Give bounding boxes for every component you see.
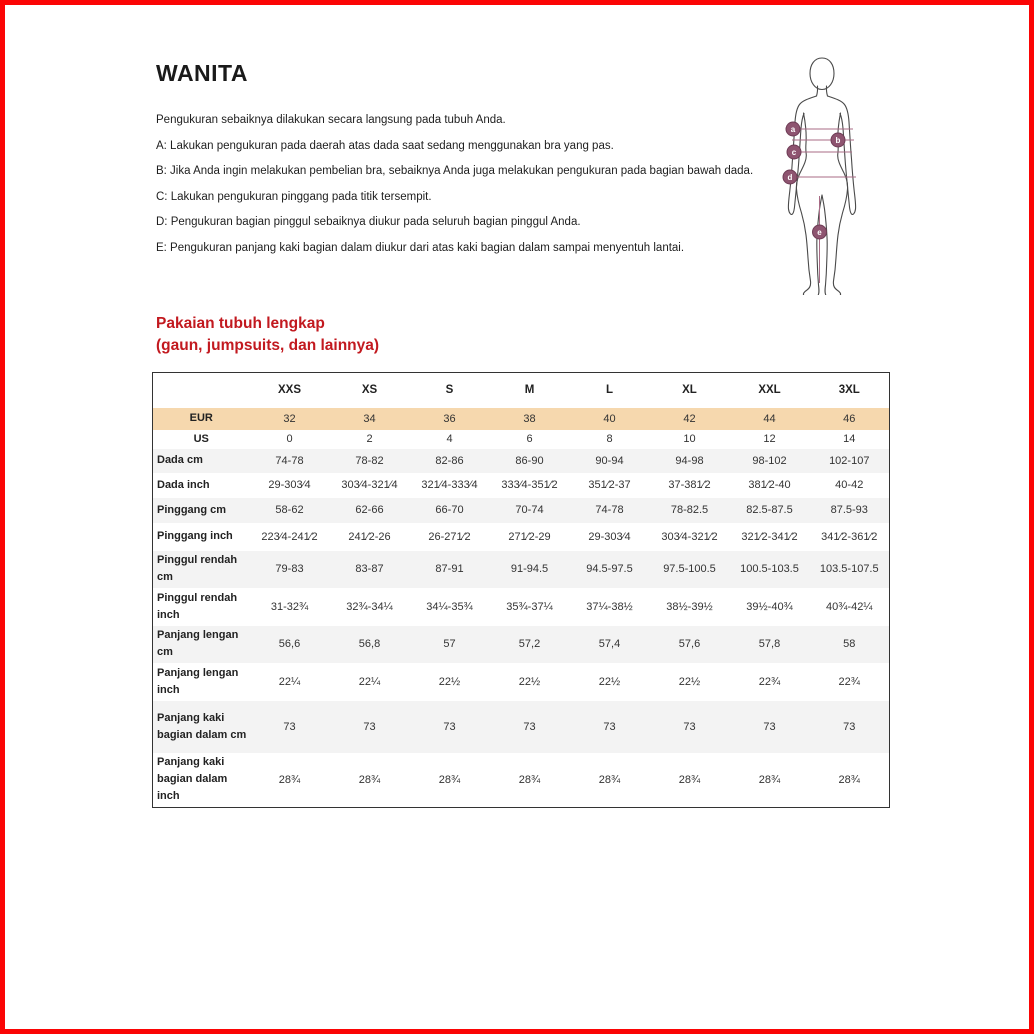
size-value-cell: 38½-39½ (666, 600, 713, 613)
size-column-header: XXS (277, 384, 301, 397)
size-header-empty-cell (153, 373, 250, 408)
size-value-cell: 58 (843, 638, 856, 650)
page-title: WANITA (156, 60, 249, 86)
guide-step-e: E: Pengukuran panjang kaki bagian dalam diukur dari atas kaki bagian dalam sampai menyentuh lantai. (156, 241, 685, 254)
size-value-cell: 70-74 (515, 504, 544, 516)
size-value-cell: 303⁄4-321⁄4 (341, 479, 398, 491)
size-value-cell: 83-87 (355, 563, 384, 575)
size-table-row (153, 551, 890, 588)
guide-step-d: D: Pengukuran bagian pinggul sebaiknya diukur pada seluruh bagian pinggul Anda. (156, 216, 581, 228)
size-value-cell: 102-107 (829, 454, 870, 467)
size-column-header: XL (682, 384, 697, 397)
size-value-cell: 22¼ (358, 675, 381, 688)
size-value-cell: 29-303⁄4 (588, 530, 631, 543)
size-value-cell: 62-66 (355, 504, 384, 516)
section-title-line1: Pakaian tubuh lengkap (156, 315, 325, 332)
size-header-row (153, 373, 890, 408)
size-value-cell: 4 (446, 433, 453, 445)
size-value-cell: 34 (363, 412, 376, 425)
size-value-cell: 94.5-97.5 (586, 563, 633, 575)
size-value-cell: 58-62 (275, 504, 304, 516)
row-label: US (193, 432, 209, 445)
size-value-cell: 223⁄4-241⁄2 (261, 530, 318, 543)
size-value-cell: 100.5-103.5 (740, 563, 799, 575)
size-value-cell: 57,2 (518, 638, 541, 650)
size-table-row (153, 523, 890, 551)
row-label: Panjang lengan cm (157, 629, 239, 658)
size-value-cell: 82-86 (435, 454, 464, 467)
row-label: Pinggang cm (157, 503, 227, 516)
size-value-cell: 91-94.5 (510, 563, 549, 575)
size-value-cell: 28¾ (438, 773, 461, 786)
size-value-cell: 87-91 (435, 563, 464, 575)
size-value-cell: 321⁄4-333⁄4 (421, 479, 478, 491)
size-value-cell: 73 (443, 720, 456, 733)
size-table-row (153, 753, 890, 808)
size-value-cell: 34¼-35¾ (426, 600, 473, 613)
section-title (156, 313, 379, 356)
marker-d-label: d (787, 173, 793, 182)
size-value-cell: 57 (443, 638, 456, 650)
size-value-cell: 28¾ (678, 773, 701, 786)
size-value-cell: 35¾-37¼ (506, 600, 553, 613)
size-value-cell: 12 (763, 433, 776, 445)
size-value-cell: 6 (526, 433, 533, 445)
size-value-cell: 56,6 (278, 638, 301, 650)
size-value-cell: 82.5-87.5 (746, 504, 793, 516)
row-label: Pinggang inch (157, 530, 233, 542)
size-value-cell: 271⁄2-29 (508, 530, 551, 543)
size-value-cell: 32¾-34¼ (346, 600, 393, 613)
size-value-cell: 40-42 (835, 479, 864, 491)
size-value-cell: 86-90 (515, 454, 544, 467)
guide-step-c: C: Lakukan pengukuran pinggang pada titik tersempit. (156, 190, 432, 203)
size-value-cell: 2 (366, 433, 373, 445)
size-value-cell: 333⁄4-351⁄2 (501, 479, 558, 491)
size-value-cell: 103.5-107.5 (819, 563, 879, 575)
size-table-row (153, 701, 890, 753)
size-value-cell: 381⁄2-40 (748, 479, 791, 491)
size-value-cell: 79-83 (275, 563, 304, 575)
size-value-cell: 31-32¾ (270, 600, 309, 613)
size-value-cell: 0 (286, 433, 293, 445)
size-value-cell: 94-98 (675, 454, 704, 467)
body-measurement-figure (773, 55, 873, 295)
size-value-cell: 38 (523, 412, 536, 425)
size-value-cell: 28¾ (838, 773, 860, 786)
size-value-cell: 90-94 (595, 454, 624, 467)
section-title-line2: (gaun, jumpsuits, dan lainnya) (156, 336, 380, 354)
size-column-header: L (605, 384, 614, 397)
size-value-cell: 321⁄2-341⁄2 (741, 530, 798, 543)
row-label: Pinggul rendah inch (157, 591, 238, 621)
size-value-cell: 22½ (438, 675, 461, 688)
row-label: Panjang kaki bagian dalam inch (157, 756, 228, 803)
row-label: Panjang kaki bagian dalam cm (157, 711, 247, 741)
size-value-cell: 22¾ (758, 675, 781, 688)
size-column-header: S (445, 384, 454, 397)
marker-b-label: b (835, 136, 841, 145)
size-value-cell: 39½-40¾ (746, 600, 793, 613)
size-value-cell: 78-82 (355, 454, 384, 467)
size-value-cell: 36 (443, 412, 456, 425)
size-value-cell: 28¾ (518, 773, 541, 786)
row-label: Pinggul rendah cm (157, 554, 238, 583)
size-value-cell: 73 (283, 720, 296, 733)
size-value-cell: 303⁄4-321⁄2 (661, 530, 718, 543)
size-value-cell: 74-78 (595, 504, 624, 516)
size-column-header: M (524, 384, 535, 397)
size-value-cell: 22¾ (838, 675, 860, 688)
size-value-cell: 22¼ (278, 675, 301, 688)
size-value-cell: 37-381⁄2 (668, 479, 711, 491)
size-value-cell: 74-78 (275, 454, 304, 467)
size-value-cell: 22½ (598, 675, 621, 688)
size-value-cell: 57,4 (598, 638, 621, 650)
size-value-cell: 78-82.5 (670, 504, 709, 516)
guide-intro: Pengukuran sebaiknya dilakukan secara langsung pada tubuh Anda. (156, 114, 506, 126)
size-table-row (153, 588, 890, 626)
row-label: EUR (189, 412, 213, 424)
size-value-cell: 37¼-38½ (586, 600, 633, 613)
size-table-row (153, 430, 890, 449)
size-value-cell: 22½ (518, 675, 541, 688)
size-value-cell: 28¾ (358, 773, 381, 786)
size-column-header: XS (361, 384, 378, 397)
size-value-cell: 73 (603, 720, 616, 733)
size-value-cell: 97.5-100.5 (663, 563, 716, 575)
size-value-cell: 26-271⁄2 (428, 530, 471, 543)
size-value-cell: 28¾ (278, 773, 301, 786)
size-value-cell: 98-102 (752, 454, 787, 467)
size-value-cell: 57,6 (678, 638, 701, 650)
size-table-row (153, 626, 890, 663)
size-value-cell: 341⁄2-361⁄2 (821, 530, 878, 543)
size-value-cell: 73 (843, 720, 856, 733)
size-value-cell: 73 (363, 720, 376, 733)
size-value-cell: 87.5-93 (830, 504, 868, 516)
size-value-cell: 42 (683, 412, 696, 425)
size-value-cell: 14 (843, 433, 856, 445)
size-value-cell: 8 (606, 433, 613, 445)
guide-step-b: B: Jika Anda ingin melakukan pembelian bra, sebaiknya Anda juga melakukan pengukuran pada bagian bawah dada. (156, 165, 754, 177)
row-label: Dada inch (157, 478, 210, 491)
size-value-cell: 56,8 (358, 638, 381, 650)
size-table (152, 372, 890, 808)
size-value-cell: 28¾ (758, 773, 781, 786)
guide-step-a: A: Lakukan pengukuran pada daerah atas dada saat sedang menggunakan bra yang pas. (156, 139, 614, 152)
size-value-cell: 32 (283, 412, 296, 425)
size-value-cell: 351⁄2-37 (588, 479, 631, 491)
size-table-row (153, 473, 890, 498)
size-value-cell: 57,8 (758, 638, 781, 650)
measurement-guide (156, 108, 776, 261)
marker-a-label: a (790, 125, 796, 134)
size-value-cell: 10 (683, 433, 696, 445)
row-label: Panjang lengan inch (157, 666, 239, 696)
size-value-cell: 73 (523, 720, 536, 733)
size-value-cell: 241⁄2-26 (348, 530, 391, 543)
size-table-row (153, 498, 890, 523)
size-table-row (153, 449, 890, 473)
size-value-cell: 44 (763, 412, 776, 425)
size-value-cell: 40 (603, 412, 616, 425)
size-column-header: XXL (758, 384, 781, 397)
size-value-cell: 46 (843, 412, 856, 425)
size-value-cell: 28¾ (598, 773, 621, 786)
marker-c-label: c (791, 148, 797, 157)
size-value-cell: 66-70 (435, 504, 464, 516)
row-label: Dada cm (157, 454, 203, 466)
size-table-row (153, 408, 890, 430)
size-value-cell: 73 (763, 720, 776, 733)
size-value-cell: 22½ (678, 675, 701, 688)
size-value-cell: 29-303⁄4 (268, 479, 311, 491)
size-table-row (153, 663, 890, 701)
marker-e-label: e (817, 228, 822, 237)
size-value-cell: 73 (683, 720, 696, 733)
female-silhouette-icon (773, 55, 873, 295)
size-column-header: 3XL (838, 384, 860, 397)
size-value-cell: 40¾-42¼ (826, 600, 873, 613)
